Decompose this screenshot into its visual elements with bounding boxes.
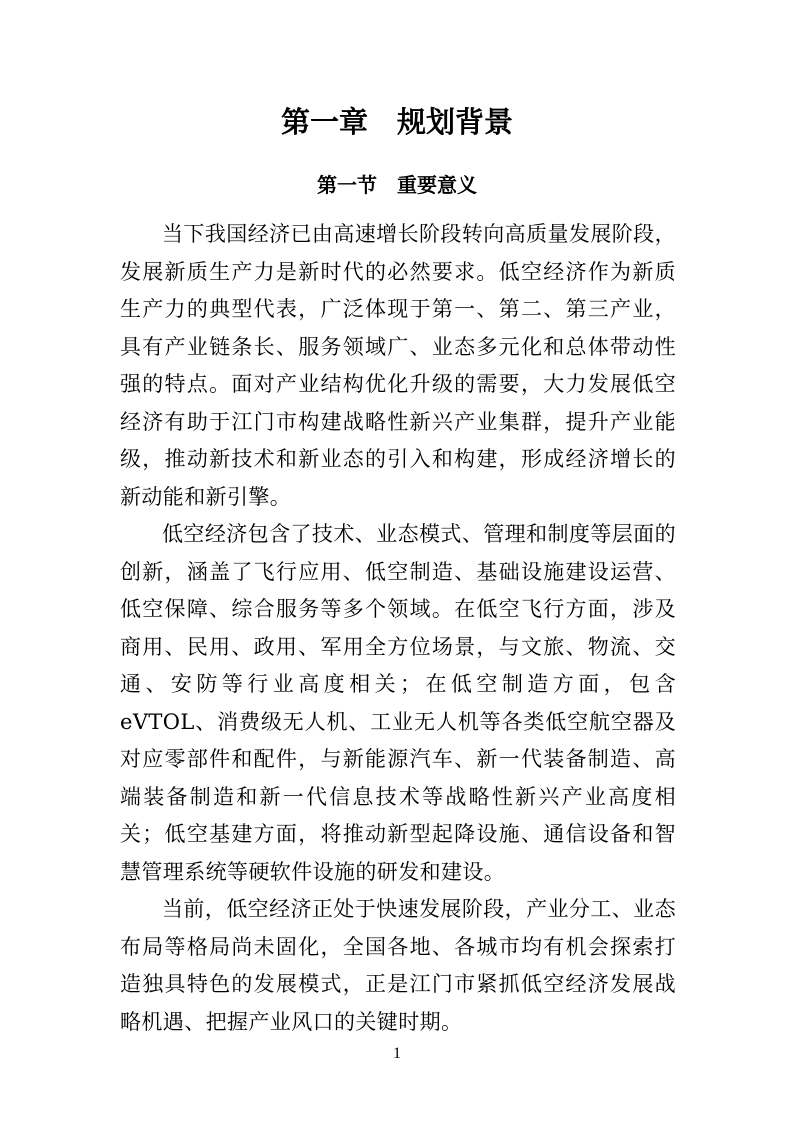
body-text [120,216,676,1041]
paragraph-opportunity: 当前，低空经济正处于快速发展阶段，产业分工、业态布局等格局尚未固化，全国各地、各城市均有机会探索打造独具特色的发展模式，正是江门市紧抓低空经济发展战略机遇、把握产业风口的关键时期。 [120,897,676,1034]
paragraph-scope: 低空经济包含了技术、业态模式、管理和制度等层面的创新，涵盖了飞行应用、低空制造、基础设施建设运营、低空保障、综合服务等多个领域。在低空飞行方面，涉及商用、民用、政用、军用全方位场景，与文旅、物流、交通、安防等行业高度相关；在低空制造方面，包含eVTOL、消费级无人机、工业无人机等各类低空航空器及对应零部件和配件，与新能源汽车、新一代装备制造、高端装备制造和新一代信息技术等战略性新兴产业高度相关；低空基建方面，将推动新型起降设施、通信设备和智慧管理系统等硬软件设施的研发和建设。 [120,522,676,884]
section-title: 第一节 重要意义 [317,173,477,197]
paragraph-significance: 当下我国经济已由高速增长阶段转向高质量发展阶段，发展新质生产力是新时代的必然要求。低空经济作为新质生产力的典型代表，广泛体现于第一、第二、第三产业，具有产业链条长、服务领域广、业态多元化和总体带动性强的特点。面对产业结构优化升级的需要，大力发展低空经济有助于江门市构建战略性新兴产业集群，提升产业能级，推动新技术和新业态的引入和构建，形成经济增长的新动能和新引擎。 [120,222,676,509]
chapter-title: 第一章 规划背景 [280,105,513,139]
page-number: 1 [393,1045,401,1062]
